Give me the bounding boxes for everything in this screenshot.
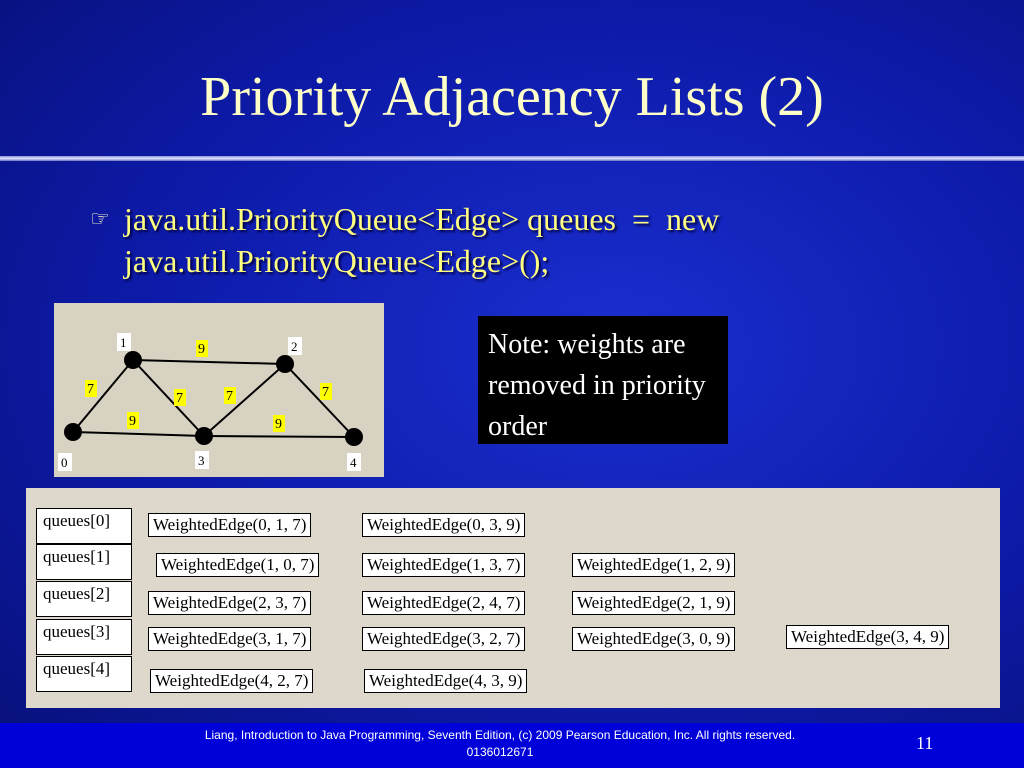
title-divider — [0, 156, 1024, 161]
edge-weight-label: 9 — [198, 342, 205, 357]
queues-panel — [26, 488, 1000, 708]
queue-2-edge-1: WeightedEdge(2, 4, 7) — [362, 591, 525, 615]
note-box: Note: weights are removed in priority order — [478, 316, 728, 444]
queue-4-edge-0: WeightedEdge(4, 2, 7) — [150, 669, 313, 693]
queue-label-0: queues[0] — [36, 508, 132, 544]
queue-label-1: queues[1] — [36, 544, 132, 580]
graph-edge-1-3 — [133, 360, 204, 436]
bullet-line-1: java.util.PriorityQueue<Edge> queues = new — [124, 201, 720, 237]
queue-0-edge-0: WeightedEdge(0, 1, 7) — [148, 513, 311, 537]
queue-label-3: queues[3] — [36, 619, 132, 655]
queue-2-edge-0: WeightedEdge(2, 3, 7) — [148, 591, 311, 615]
vertex-label: 0 — [61, 455, 68, 470]
pointing-hand-icon: ☞ — [90, 206, 110, 231]
queue-label-2: queues[2] — [36, 581, 132, 617]
graph-vertex-4 — [345, 428, 363, 446]
queue-label-4: queues[4] — [36, 656, 132, 692]
edge-weight-label: 9 — [129, 414, 136, 429]
graph-vertex-3 — [195, 427, 213, 445]
queue-1-edge-2: WeightedEdge(1, 2, 9) — [572, 553, 735, 577]
edge-weight-label: 7 — [226, 389, 233, 404]
queue-3-edge-0: WeightedEdge(3, 1, 7) — [148, 627, 311, 651]
queue-1-edge-0: WeightedEdge(1, 0, 7) — [156, 553, 319, 577]
vertex-label: 4 — [350, 455, 357, 470]
bullet-code — [124, 198, 924, 282]
vertex-label: 3 — [198, 453, 205, 468]
graph-edge-0-1 — [73, 360, 133, 432]
slide-title: Priority Adjacency Lists (2) — [200, 66, 824, 128]
bullet-line-2: java.util.PriorityQueue<Edge>(); — [124, 243, 550, 279]
vertex-label: 2 — [291, 339, 298, 354]
edge-weight-label: 9 — [275, 417, 282, 432]
queue-2-edge-2: WeightedEdge(2, 1, 9) — [572, 591, 735, 615]
graph-vertex-2 — [276, 355, 294, 373]
graph-edge-2-4 — [285, 364, 354, 437]
graph-vertex-0 — [64, 423, 82, 441]
graph-edge-2-3 — [204, 364, 285, 436]
edge-weight-label: 7 — [176, 391, 183, 406]
vertex-label: 1 — [120, 335, 127, 350]
queue-3-edge-1: WeightedEdge(3, 2, 7) — [362, 627, 525, 651]
graph-edge-3-4 — [204, 436, 354, 437]
graph-edge-1-2 — [133, 360, 285, 364]
graph-vertex-1 — [124, 351, 142, 369]
queue-3-edge-3: WeightedEdge(3, 4, 9) — [786, 625, 949, 649]
graph-diagram — [54, 303, 384, 477]
queue-3-edge-2: WeightedEdge(3, 0, 9) — [572, 627, 735, 651]
page-number: 11 — [916, 733, 934, 753]
queue-1-edge-1: WeightedEdge(1, 3, 7) — [362, 553, 525, 577]
edge-weight-label: 7 — [87, 382, 94, 397]
graph-edge-0-3 — [73, 432, 204, 436]
graph-svg — [54, 303, 384, 477]
queue-0-edge-1: WeightedEdge(0, 3, 9) — [362, 513, 525, 537]
edge-weight-label: 7 — [322, 385, 329, 400]
queue-4-edge-1: WeightedEdge(4, 3, 9) — [364, 669, 527, 693]
footer-credit: Liang, Introduction to Java Programming, Seventh Edition, (c) 2009 Pearson Education, Inc. All rights reserved. 0136012671 — [204, 728, 796, 759]
